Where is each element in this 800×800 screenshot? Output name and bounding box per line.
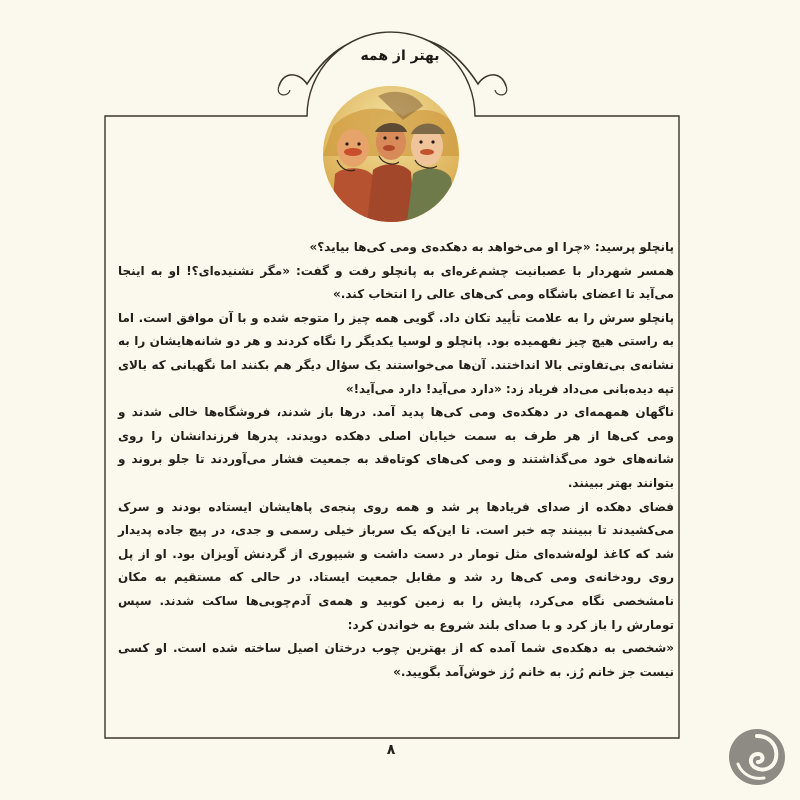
story-text xyxy=(118,236,674,716)
paragraph: پانچلو سرش را به علامت تأیید تکان داد. گویی همه چیز را متوجه شده و با آن موافق است. اما به راستی هیچ چیز نفهمیده بود. پانچلو و لوسیا یکدیگر را نگاه کردند و هر دو شانه‌هایشان را به نشانه‌ی بی‌تفاوتی بالا انداختند. آن‌ها می‌خواستند یک سؤال دیگر هم بکنند اما نگهبانی که بالای تپه دیده‌بانی می‌داد فریاد زد: «دارد می‌آید! دارد می‌آید!» xyxy=(118,310,674,396)
publisher-swirl-logo-icon xyxy=(724,724,790,790)
arch-curl-right xyxy=(495,86,507,95)
paragraph: همسر شهردار با عصبانیت چشم‌غره‌ای به پانچلو رفت و گفت: «مگر نشنیده‌ای؟! او به اینجا می‌آید تا اعضای باشگاه ومی کی‌های عالی را انتخاب کند.» xyxy=(118,263,674,302)
paragraph: پانچلو پرسید: «چرا او می‌خواهد به دهکده‌ی ومی کی‌ها بیاید؟» xyxy=(309,240,674,254)
book-title: بهتر از همه xyxy=(360,48,440,64)
paragraph: «شخصی به دهکده‌ی شما آمده که از بهترین چوب درختان اصیل ساخته شده است. او کسی نیست جز خانم رُز. به خانم رُز خوش‌آمد بگویید.» xyxy=(118,641,674,679)
paragraph: ناگهان همهمه‌ای در دهکده‌ی ومی کی‌ها پدید آمد. درها باز شدند، فروشگاه‌ها خالی شدند و ومی کی‌ها از هر طرف به سمت خیابان اصلی دهکده دویدند. پدرها فرزندانشان را روی شانه‌های خود می‌گذاشتند و ومی کی‌های کوتاه‌قد به جمعیت فشار می‌آوردند تا جلو بروند و بتوانند بهتر ببینند. xyxy=(118,405,674,490)
arch-curl-left xyxy=(278,86,290,95)
paragraph: فضای دهکده از صدای فریادها پر شد و همه روی پنجه‌ی پاهایشان ایستاده بودند و سرک می‌کشیدند تا ببینند چه خبر است. تا این‌که یک سرباز خیلی رسمی و جدی، در پیچ جاده پدیدار شد که کاغذ لوله‌شده‌ای مثل تومار در دست داشت و شیپوری از گردنش آویزان بود. او از پل روی رودخانه‌ی ومی کی‌ها رد شد و مقابل جمعیت ایستاد. در حالی که مستقیم به مکان نامشخصی نگاه می‌کرد، پایش را به زمین کوبید و همه‌ی آدم‌چوبی‌ها ساکت شدند. سپس تومارش را باز کرد و با صدای بلند شروع به خواندن کرد: xyxy=(118,499,674,632)
illustration-medallion xyxy=(323,86,459,222)
page-number: ۸ xyxy=(386,742,396,758)
wooden-villagers-illustration-icon xyxy=(323,86,459,222)
